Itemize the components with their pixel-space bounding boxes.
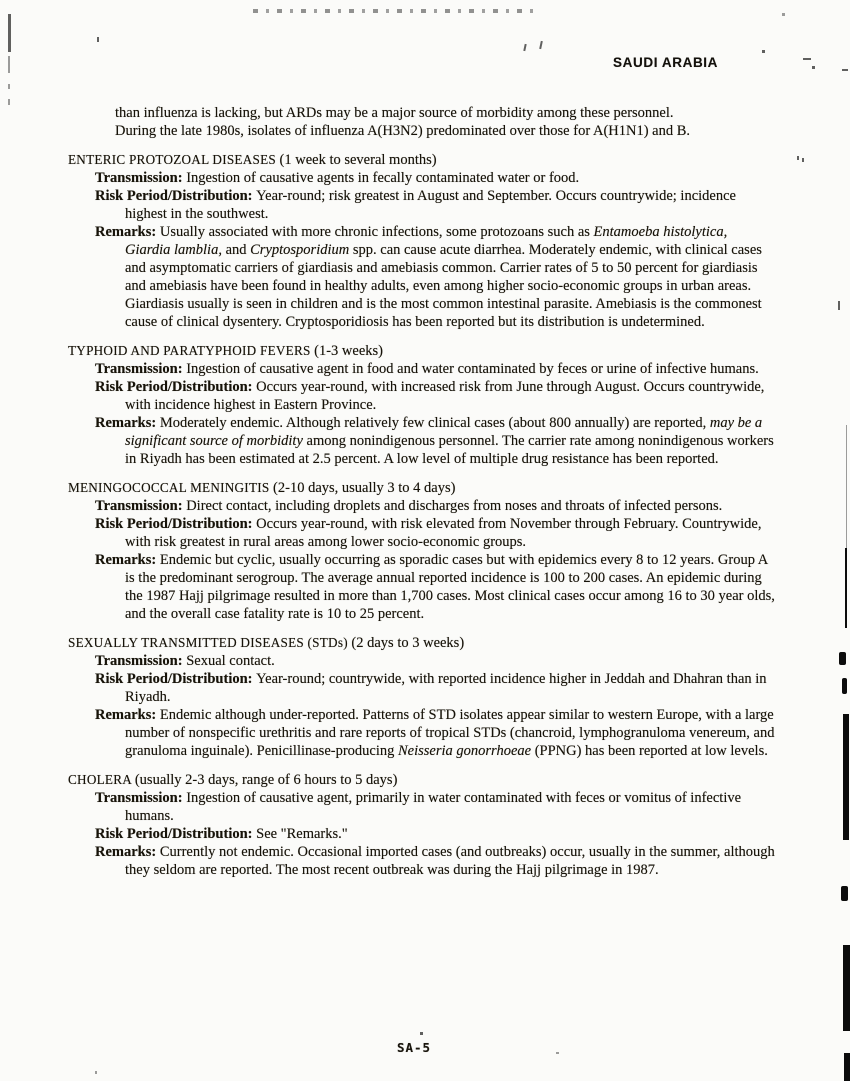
scan-artifact <box>8 56 10 73</box>
scan-artifact <box>95 1071 97 1074</box>
section-incubation-period: (1-3 weeks) <box>314 343 383 359</box>
item-text: Ingestion of causative agent, primarily in water contaminated with feces or vomitus of infective humans. <box>125 790 742 824</box>
item-label: Remarks: <box>95 552 160 568</box>
section-incubation-period: (1 week to several months) <box>279 152 437 168</box>
section-title: CHOLERA <box>68 772 135 787</box>
section-item <box>68 360 775 378</box>
section-item <box>68 652 775 670</box>
item-label: Risk Period/Distribution: <box>95 516 257 532</box>
item-text: Moderately endemic. Although relatively few clinical cases (about 800 annually) are reported, may be a significant source of morbidity among nonindigenous personnel. The carrier rate among nonindigenous workers in Riyadh has been estimated at 2.5 percent. A low level of multiple drug resistance has been reported. <box>125 415 774 467</box>
scan-artifact <box>97 37 99 42</box>
item-label: Risk Period/Distribution: <box>95 671 257 687</box>
section-items <box>68 652 775 760</box>
scan-artifact-binding <box>842 678 847 694</box>
item-text: Ingestion of causative agent in food and water contaminated by feces or urine of infective humans. <box>186 361 759 377</box>
disease-section <box>68 342 775 468</box>
item-label: Risk Period/Distribution: <box>95 826 257 842</box>
disease-section <box>68 634 775 760</box>
scan-artifact <box>782 13 785 16</box>
section-item <box>68 551 775 623</box>
disease-section <box>68 151 775 331</box>
item-label: Remarks: <box>95 415 160 431</box>
scan-artifact <box>842 69 848 71</box>
item-text: Direct contact, including droplets and discharges from noses and throats of infected persons. <box>186 498 723 514</box>
item-label: Transmission: <box>95 498 187 514</box>
section-item <box>68 706 775 760</box>
item-label: Transmission: <box>95 790 187 806</box>
scan-artifact <box>803 58 811 60</box>
section-item <box>68 670 775 706</box>
item-label: Remarks: <box>95 707 160 723</box>
section-item <box>68 497 775 515</box>
section-item <box>68 843 775 879</box>
item-text: Occurs year-round, with increased risk from June through August. Occurs countrywide, with incidence highest in Eastern Province. <box>125 379 765 413</box>
scan-artifact <box>802 158 804 162</box>
scan-artifact <box>8 14 11 52</box>
section-title: MENINGOCOCCAL MENINGITIS <box>68 480 274 495</box>
section-incubation-period: (usually 2-3 days, range of 6 hours to 5 days) <box>134 772 398 788</box>
section-item <box>68 378 775 414</box>
section-item <box>68 169 775 187</box>
scan-artifact <box>523 44 526 51</box>
scan-artifact <box>797 156 799 160</box>
section-title: SEXUALLY TRANSMITTED DISEASES (STDs) <box>68 635 352 650</box>
scan-artifact-binding <box>845 548 847 628</box>
section-items <box>68 360 775 468</box>
item-text: Endemic but cyclic, usually occurring as sporadic cases but with epidemics every 8 to 12 years. Group A is the predominant serogroup. The average annual reported incidence is 100 to 200 cases. An epidemic during the 1987 Hajj pilgrimage resulted in more than 1,700 cases. Most clinical cases occur among 16 to 30 year olds, and the overall case fatality rate is 10 to 25 percent. <box>125 552 775 622</box>
item-text: Year-round; risk greatest in August and September. Occurs countrywide; incidence highest in the southwest. <box>125 188 736 222</box>
section-title: ENTERIC PROTOZOAL DISEASES <box>68 152 280 167</box>
scan-artifact <box>812 66 815 69</box>
item-text: Endemic although under-reported. Patterns of STD isolates appear similar to western Europe, with a large number of nonspecific urethritis and rare reports of tropical STDs (chancroid, lymphogranuloma venereum, and granuloma inguinale). Penicillinase-producing Neisseria gonorrhoeae (PPNG) has been reported at low levels. <box>125 707 775 759</box>
section-item <box>68 414 775 468</box>
disease-section <box>68 479 775 623</box>
section-items <box>68 789 775 879</box>
scan-artifact <box>420 1032 423 1035</box>
scan-artifact <box>8 99 10 105</box>
scan-artifact-binding <box>844 1053 850 1081</box>
item-label: Remarks: <box>95 224 160 240</box>
item-label: Transmission: <box>95 653 187 669</box>
scan-artifact-dashed-line <box>253 9 537 13</box>
scan-artifact-binding <box>839 652 846 665</box>
disease-section <box>68 771 775 879</box>
scan-artifact-binding <box>843 945 850 1031</box>
page-number: SA-5 <box>396 1040 432 1055</box>
item-text: Sexual contact. <box>186 653 275 669</box>
document-body <box>68 104 775 879</box>
item-text: See "Remarks." <box>256 826 348 842</box>
section-incubation-period: (2 days to 3 weeks) <box>351 635 465 651</box>
scan-artifact-binding <box>841 886 848 901</box>
scan-artifact <box>539 41 543 49</box>
item-label: Transmission: <box>95 361 187 377</box>
intro-line: During the late 1980s, isolates of influenza A(H3N2) predominated over those for A(H1N1) and B. <box>115 123 691 139</box>
intro-line: than influenza is lacking, but ARDs may be a major source of morbidity among these personnel. <box>115 105 674 121</box>
section-item <box>68 825 775 843</box>
item-label: Risk Period/Distribution: <box>95 188 257 204</box>
section-items <box>68 169 775 331</box>
section-item <box>68 789 775 825</box>
intro-paragraph <box>115 104 775 140</box>
item-text: Usually associated with more chronic infections, some protozoans such as Entamoeba histolytica, Giardia lamblia, and Cryptosporidium spp. can cause acute diarrhea. Moderately endemic, with clinical cases and asymptomatic carriers of giardiasis and amebiasis common. Carrier rates of 5 to 50 percent for giardiasis and amebiasis have been found in healthy adults, even among higher socio-economic groups in urban areas. Giardiasis usually is seen in children and is the most common intestinal parasite. Amebiasis is the commonest cause of clinical dysentery. Cryptosporidiosis has been reported but its distribution is undetermined. <box>125 224 762 330</box>
section-item <box>68 223 775 331</box>
section-items <box>68 497 775 623</box>
item-text: Ingestion of causative agents in fecally contaminated water or food. <box>186 170 580 186</box>
item-label: Transmission: <box>95 170 187 186</box>
scan-artifact-binding <box>843 714 849 840</box>
item-label: Remarks: <box>95 844 160 860</box>
section-incubation-period: (2-10 days, usually 3 to 4 days) <box>273 480 456 496</box>
scan-artifact <box>762 50 765 53</box>
item-text: Occurs year-round, with risk elevated from November through February. Countrywide, with risk greatest in rural areas among lower socio-economic groups. <box>125 516 762 550</box>
item-text: Currently not endemic. Occasional imported cases (and outbreaks) occur, usually in the summer, although they seldom are reported. The most recent outbreak was during the Hajj pilgrimage in 1987. <box>125 844 775 878</box>
scan-artifact-binding <box>846 425 847 550</box>
section-item <box>68 187 775 223</box>
disease-sections <box>68 151 775 879</box>
scan-artifact <box>8 84 10 89</box>
section-title: TYPHOID AND PARATYPHOID FEVERS <box>68 343 315 358</box>
scan-artifact <box>838 301 840 310</box>
item-label: Risk Period/Distribution: <box>95 379 257 395</box>
section-item <box>68 515 775 551</box>
country-header: SAUDI ARABIA <box>613 55 718 70</box>
item-text: Year-round; countrywide, with reported incidence higher in Jeddah and Dhahran than in Riyadh. <box>125 671 767 705</box>
